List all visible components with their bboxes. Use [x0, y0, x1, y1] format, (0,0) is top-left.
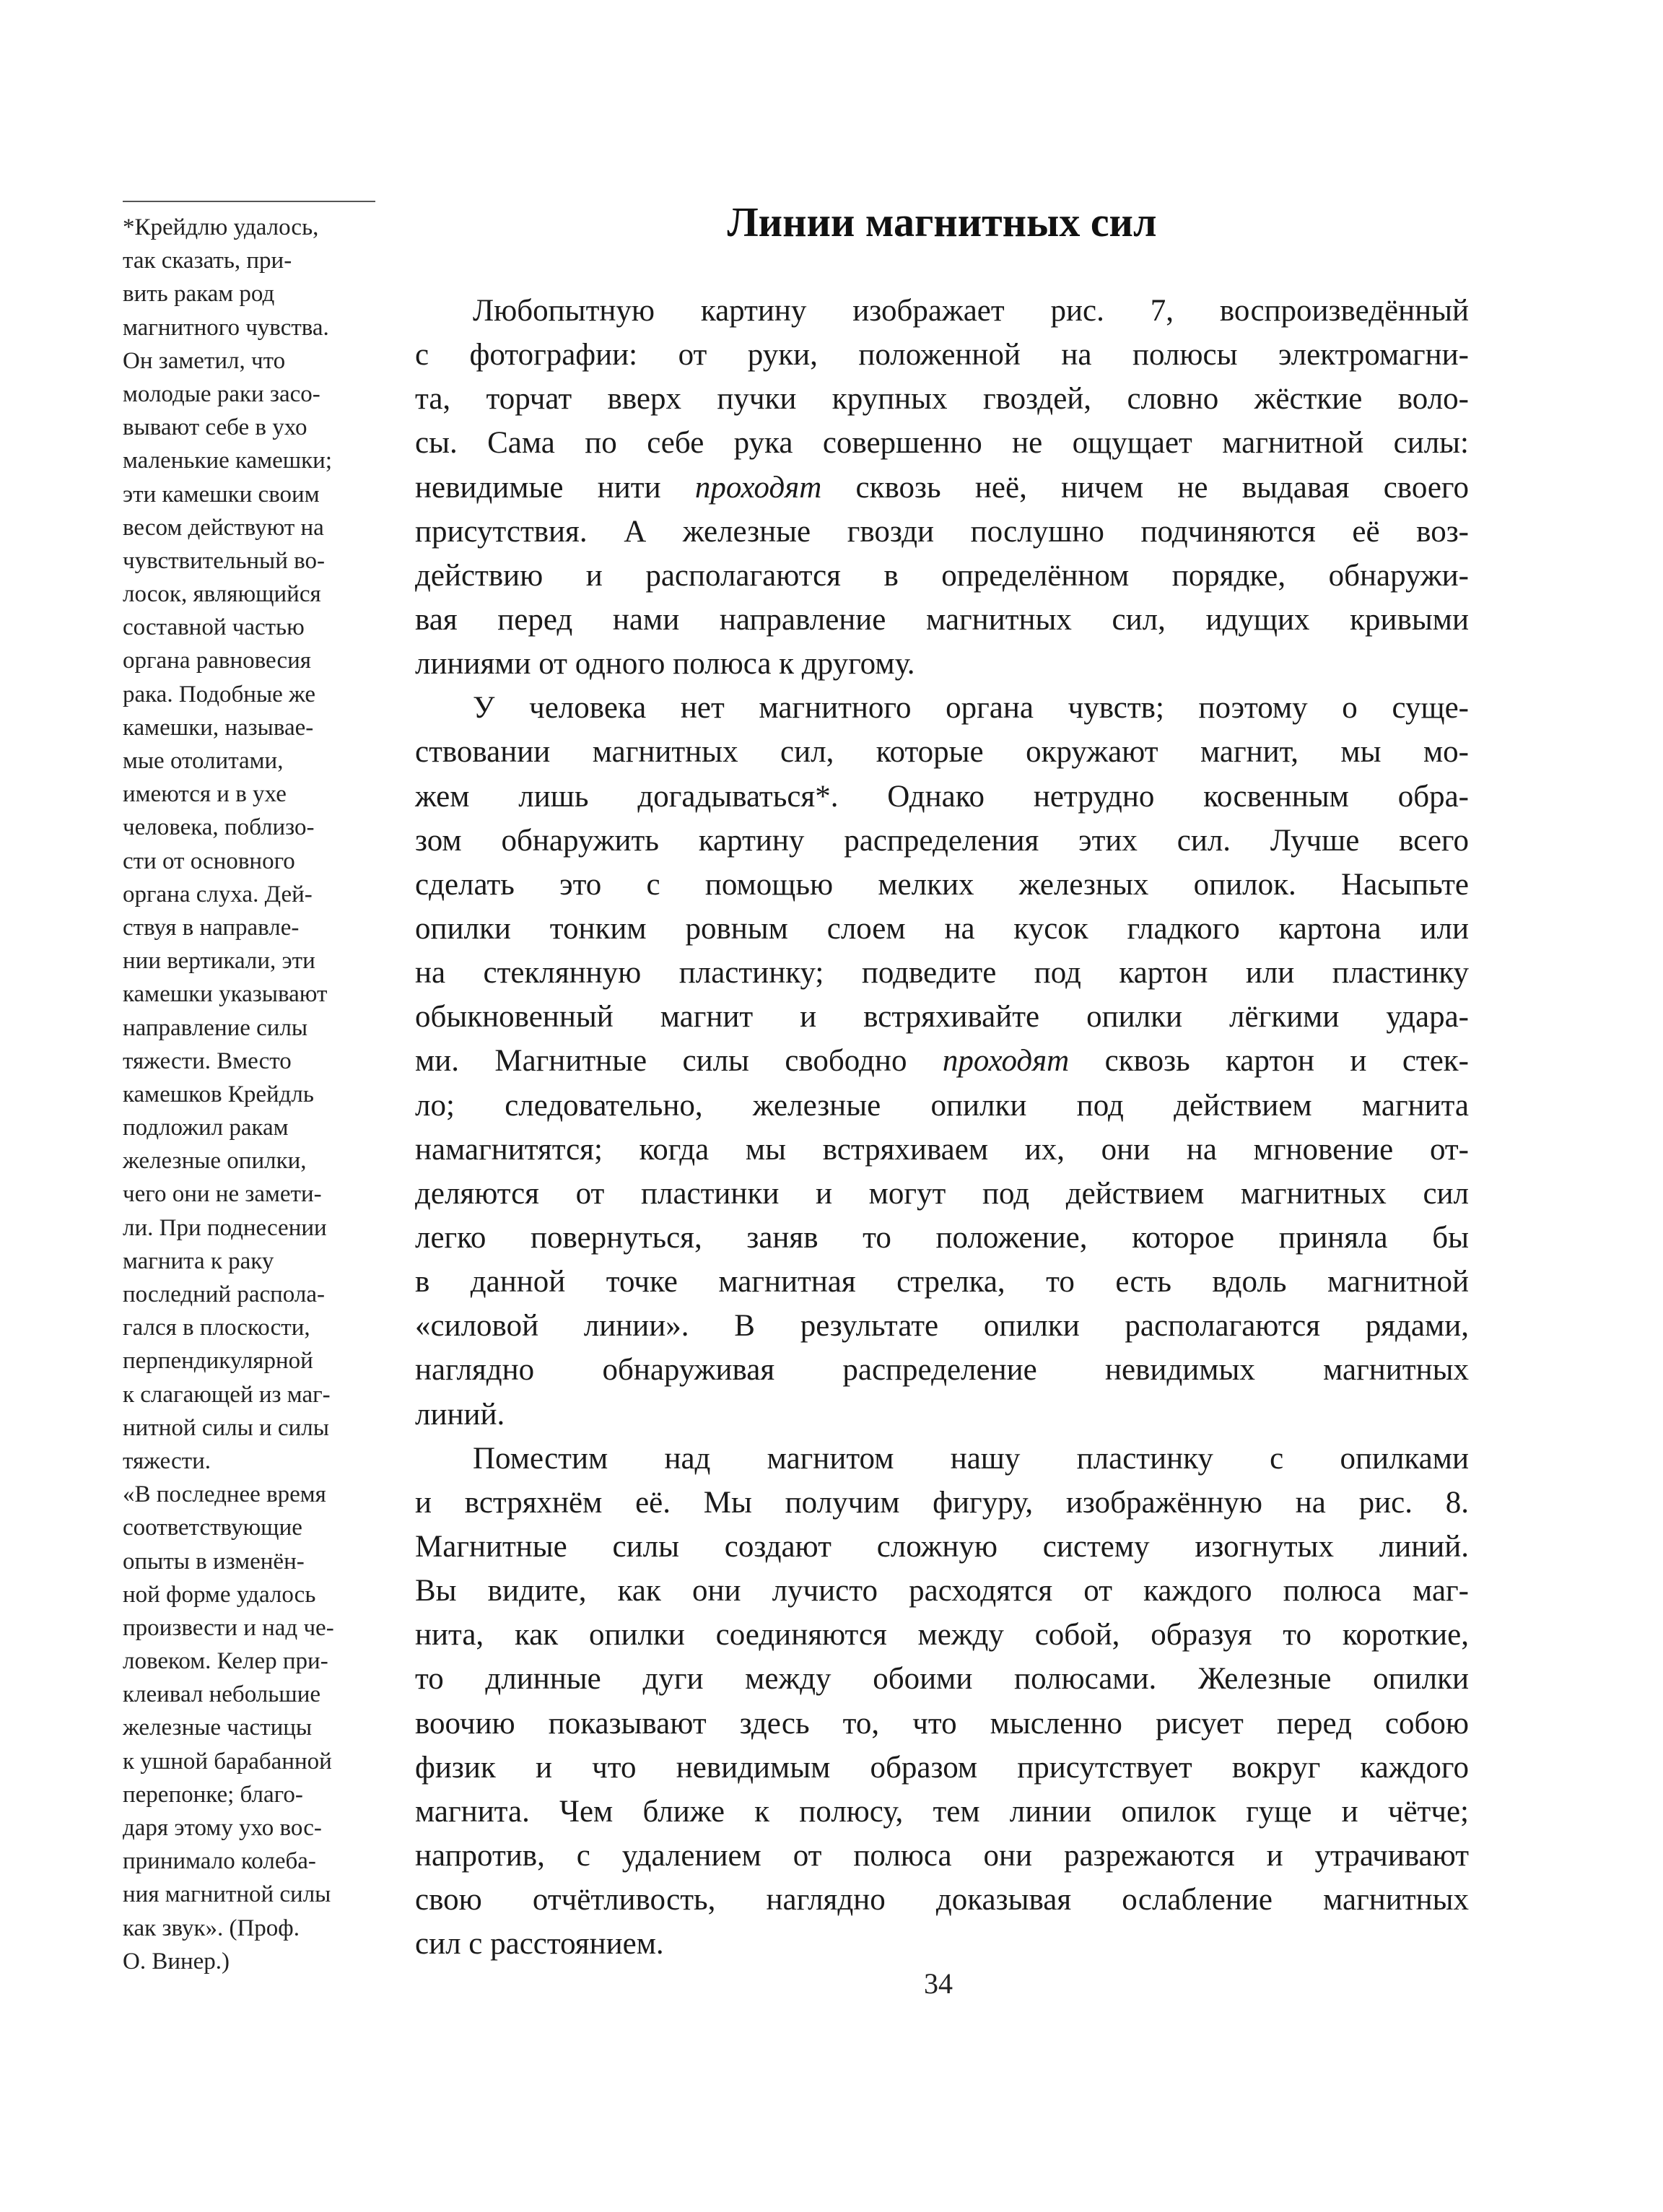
text-line: ствовании магнитных сил, которые окружают магнит, мы мо- [415, 735, 1469, 770]
footnote-line: даря этому ухо вос- [123, 1815, 322, 1841]
text-line: свою отчётливость, наглядно доказывая ослабление магнитных [415, 1883, 1469, 1917]
footnote-line: как звук». (Проф. [123, 1915, 300, 1941]
footnote-line: камешков Крейдль [123, 1081, 314, 1107]
text-line: в данной точке магнитная стрелка, то есть вдоль магнитной [415, 1265, 1469, 1299]
footnote-line: гался в плоскости, [123, 1315, 310, 1341]
page-number: 34 [924, 1967, 953, 2000]
text-line: на стеклянную пластинку; подведите под картон или пластинку [415, 956, 1469, 990]
footnote-line: органа слуха. Дей- [123, 881, 313, 907]
footnote-line: магнитного чувства. [123, 314, 329, 341]
footnote-line: железные опилки, [123, 1148, 307, 1175]
text-line: У человека нет магнитного органа чувств; поэтому о суще- [473, 691, 1469, 726]
footnote-line: опыты в изменён- [123, 1548, 305, 1575]
footnote-line: нии вертикали, эти [123, 948, 315, 975]
footnote-line: камешки, называе- [123, 714, 314, 741]
footnote-line: клеивал небольшие [123, 1681, 321, 1708]
text-line: ло; следовательно, железные опилки под действием магнита [415, 1088, 1469, 1123]
text-line: напротив, с удалением от полюса они разрежаются и утрачивают [415, 1838, 1469, 1873]
footnote-line: так сказать, при- [123, 248, 292, 274]
footnote-line: ной форме удалось [123, 1581, 316, 1608]
text-line: невидимые нити проходят сквозь неё, ничем не выдавая своего [415, 470, 1469, 505]
footnote-line: камешки указывают [123, 981, 328, 1008]
text-line: зом обнаружить картину распределения этих сил. Лучше всего [415, 823, 1469, 858]
footnote-line: ли. При поднесении [123, 1214, 327, 1241]
text-line: сы. Сама по себе рука совершенно не ощущает магнитной силы: [415, 426, 1469, 461]
text-line: нита, как опилки соединяются между собой, образуя то короткие, [415, 1618, 1469, 1653]
footnote-line: перпендикулярной [123, 1348, 313, 1375]
footnote-line: весом действуют на [123, 514, 324, 541]
footnote-line: произвести и над че- [123, 1614, 334, 1641]
footnote-line: О. Винер.) [123, 1948, 230, 1974]
text-line: сделать это с помощью мелких железных опилок. Насыпьте [415, 867, 1469, 902]
section-title: Линии магнитных сил [727, 199, 1157, 245]
text-line: действию и располагаются в определённом порядке, обнаружи- [415, 558, 1469, 593]
text-line: опилки тонким ровным слоем на кусок гладкого картона или [415, 911, 1469, 946]
footnote-rule [123, 201, 375, 202]
paragraph-3 [415, 1437, 1469, 1967]
body-text [415, 289, 1469, 1966]
footnote-line: составной частью [123, 614, 305, 641]
footnote-line: тяжести. Вместо [123, 1048, 292, 1074]
margin-footnote [123, 211, 383, 1978]
text-line: намагнитятся; когда мы встряхиваем их, они на мгновение от- [415, 1132, 1469, 1167]
footnote-line: Он заметил, что [123, 347, 286, 374]
footnote-line: перепонке; благо- [123, 1781, 303, 1808]
text-line: то длинные дуги между обоими полюсами. Железные опилки [415, 1662, 1469, 1697]
footnote-line: ловеком. Келер при- [123, 1648, 328, 1675]
footnote-line: принимало колеба- [123, 1848, 316, 1875]
text-line: наглядно обнаруживая распределение невидимых магнитных [415, 1353, 1469, 1388]
footnote-line: последний распола- [123, 1281, 325, 1307]
footnote-line: маленькие камешки; [123, 448, 332, 474]
text-line: «силовой линии». В результате опилки располагаются рядами, [415, 1309, 1469, 1344]
footnote-line: к слагающей из маг- [123, 1381, 331, 1408]
text-line: воочию показывают здесь то, что мысленно рисует перед собою [415, 1706, 1469, 1741]
text-line: линиями от одного полюса к другому. [415, 647, 915, 682]
text-line: легко повернуться, заняв то положение, которое приняла бы [415, 1220, 1469, 1255]
footnote-line: человека, поблизо- [123, 814, 315, 841]
footnote-line: нитной силы и силы [123, 1414, 329, 1441]
footnote-line: эти камешки своим [123, 481, 320, 508]
text-line: Магнитные силы создают сложную систему изогнутых линий. [415, 1529, 1469, 1564]
text-line: ми. Магнитные силы свободно проходят сквозь картон и стек- [415, 1044, 1469, 1079]
text-line: Любопытную картину изображает рис. 7, воспроизведённый [473, 294, 1469, 328]
text-line: жем лишь догадываться*. Однако нетрудно косвенным обра- [415, 779, 1469, 814]
paragraph-1 [415, 289, 1469, 686]
text-line: магнита. Чем ближе к полюсу, тем линии опилок гуще и чётче; [415, 1794, 1469, 1829]
text-line: и встряхнём её. Мы получим фигуру, изображённую на рис. 8. [415, 1485, 1469, 1520]
footnote-line: чего они не замети- [123, 1181, 322, 1208]
text-line: Поместим над магнитом нашу пластинку с опилками [473, 1441, 1469, 1476]
text-line: обыкновенный магнит и встряхивайте опилки лёгкими удара- [415, 1000, 1469, 1035]
footnote-line: тяжести. [123, 1447, 211, 1474]
text-line: деляются от пластинки и могут под действием магнитных сил [415, 1176, 1469, 1211]
footnote-line: рака. Подобные же [123, 681, 316, 707]
footnote-line: вывают себе в ухо [123, 414, 307, 441]
footnote-line: вить ракам род [123, 281, 275, 308]
text-line: линий. [415, 1397, 505, 1432]
footnote-line: чувствительный во- [123, 547, 325, 574]
footnote-line: ния магнитной силы [123, 1881, 331, 1908]
footnote-line: магнита к раку [123, 1247, 274, 1274]
footnote-line: имеются и в ухе [123, 781, 287, 808]
text-line: с фотографии: от руки, положенной на полюсы электромагни- [415, 338, 1469, 373]
footnote-line: лосок, являющийся [123, 581, 321, 608]
text-line: та, торчат вверх пучки крупных гвоздей, словно жёсткие воло- [415, 382, 1469, 417]
footnote-line: подложил ракам [123, 1115, 289, 1141]
footnote-line: железные частицы [123, 1715, 313, 1741]
footnote-line: соответствующие [123, 1515, 302, 1541]
text-line: Вы видите, как они лучисто расходятся от каждого полюса маг- [415, 1574, 1469, 1608]
footnote-line: «В последнее время [123, 1481, 326, 1508]
text-line: сил с расстоянием. [415, 1927, 664, 1961]
footnote-line: направление силы [123, 1014, 308, 1041]
footnote-line: сти от основного [123, 848, 295, 874]
footnote-line: органа равновесия [123, 648, 311, 674]
text-line: присутствия. А железные гвозди послушно подчиняются её воз- [415, 514, 1469, 549]
footnote-line: ствуя в направле- [123, 914, 300, 941]
footnote-line: мые отолитами, [123, 748, 284, 774]
footnote-line: к ушной барабанной [123, 1748, 332, 1775]
paragraph-2 [415, 686, 1469, 1436]
footnote-line: *Крейдлю удалось, [123, 214, 319, 240]
text-line: вая перед нами направление магнитных сил, идущих кривыми [415, 602, 1469, 637]
text-line: физик и что невидимым образом присутствует вокруг каждого [415, 1750, 1469, 1785]
footnote-line: молодые раки засо- [123, 380, 320, 407]
